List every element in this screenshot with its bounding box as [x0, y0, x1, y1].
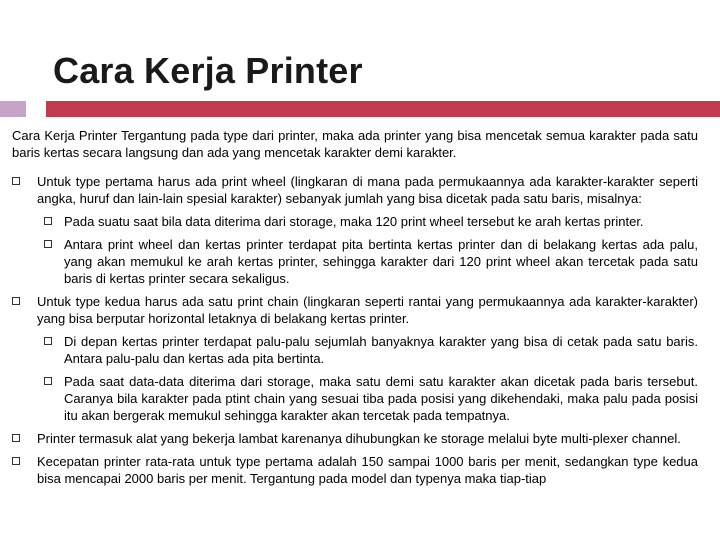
- square-bullet-icon: [12, 177, 20, 185]
- sub-bullet-item-2-1: [12, 333, 698, 367]
- sub-bullet-text: Pada saat data-data diterima dari storage, maka satu demi satu karakter akan dicetak pada baris tersebut. Caranya bila karakter pada ptint chain yang sesuai tiba pada posisi yang dikehendaki, maka palu pada posisi itu akan bergerak memukul sehingga karakter akan tercetak pada tempatnya.: [64, 374, 698, 423]
- bullet-item-2: [12, 293, 698, 327]
- bullet-item-4: [12, 453, 698, 487]
- square-bullet-icon: [12, 434, 20, 442]
- square-bullet-icon: [44, 337, 52, 345]
- sub-bullet-text: Pada suatu saat bila data diterima dari storage, maka 120 print wheel tersebut ke arah kertas printer.: [64, 214, 644, 229]
- slide-title: Cara Kerja Printer: [53, 50, 363, 91]
- square-bullet-icon: [12, 457, 20, 465]
- sub-bullet-text: Di depan kertas printer terdapat palu-palu sejumlah banyaknya karakter yang bisa di cetak pada satu baris. Antara palu-palu dan kertas ada pita bertinta.: [64, 334, 698, 366]
- bullet-text: Kecepatan printer rata-rata untuk type pertama adalah 150 sampai 1000 baris per menit, sedangkan type kedua bisa mencapai 2000 baris per menit. Tergantung pada model dan typenya maka tiap-tiap: [37, 454, 698, 486]
- sub-bullet-item-1-1: [12, 213, 698, 230]
- bullet-item-3: [12, 430, 698, 447]
- sub-bullet-item-2-2: [12, 373, 698, 424]
- bullet-text: Printer termasuk alat yang bekerja lambat karenanya dihubungkan ke storage melalui byte multi-plexer channel.: [37, 431, 681, 446]
- intro-paragraph: Cara Kerja Printer Tergantung pada type dari printer, maka ada printer yang bisa mencetak semua karakter pada satu baris kertas secara langsung dan ada yang mencetak karakter demi karakter.: [12, 128, 698, 160]
- square-bullet-icon: [44, 377, 52, 385]
- bullet-text: Untuk type pertama harus ada print wheel (lingkaran di mana pada permukaannya ada karakter-karakter seperti angka, huruf dan lain-lain spesial karakter) sebanyak jumlah yang bisa dicetak pada satu baris, misalnya:: [37, 174, 698, 206]
- square-bullet-icon: [44, 217, 52, 225]
- bullet-item-1: [12, 173, 698, 207]
- square-bullet-icon: [44, 240, 52, 248]
- sub-bullet-item-1-2: [12, 236, 698, 287]
- decorative-bar-left: [0, 101, 26, 117]
- square-bullet-icon: [12, 297, 20, 305]
- sub-bullet-text: Antara print wheel dan kertas printer terdapat pita bertinta kertas printer dan di belakang kertas ada palu, yang akan memukul ke arah kertas printer, sehingga karakter dari 120 print wheel akan tercetak pada satu baris di kertas printer secara sekaligus.: [64, 237, 698, 286]
- slide-body: [12, 127, 698, 493]
- bullet-text: Untuk type kedua harus ada satu print chain (lingkaran seperti rantai yang permukaannya ada karakter-karakter) yang bisa berputar horizontal letaknya di belakang kertas printer.: [37, 294, 698, 326]
- decorative-bar-right: [46, 101, 720, 117]
